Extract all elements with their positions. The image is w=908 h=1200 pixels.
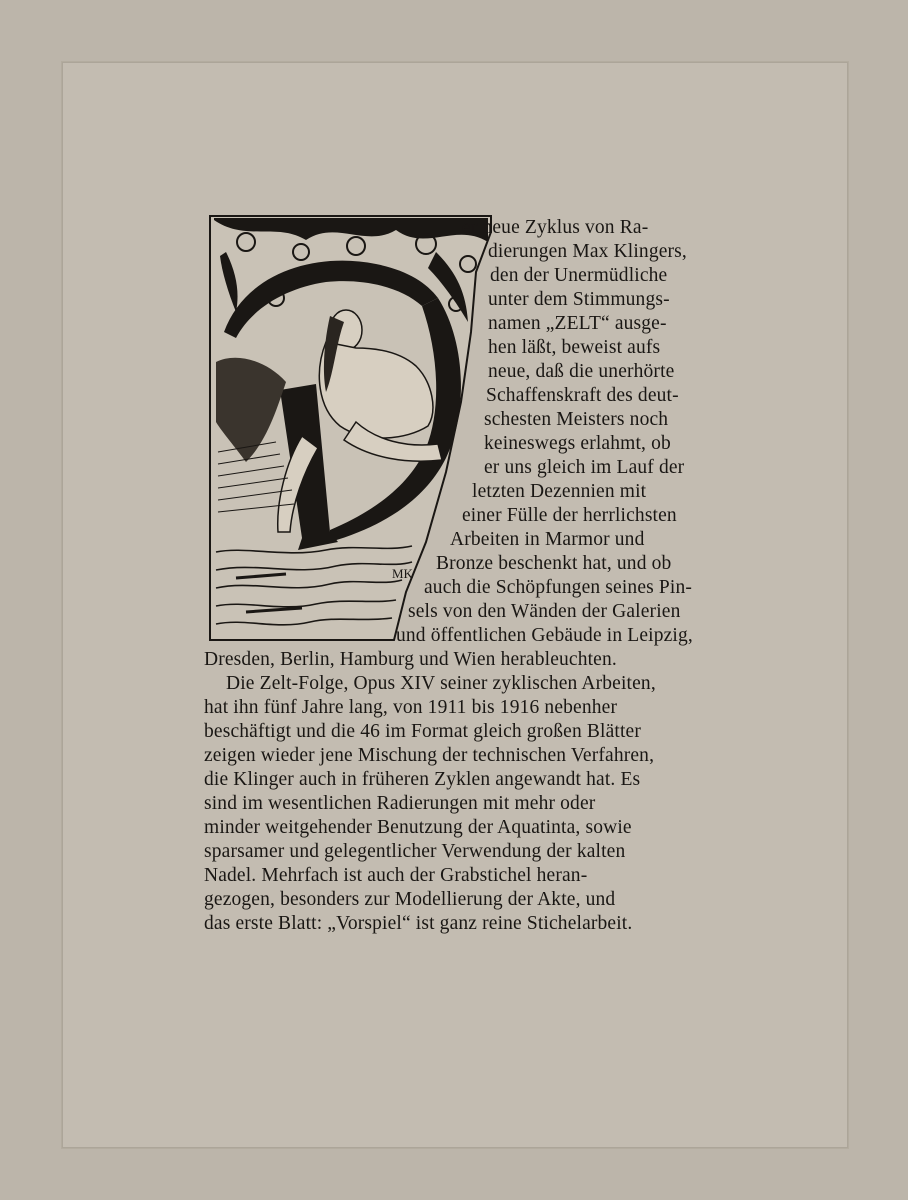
text-line: neue, daß die unerhörte [488, 361, 675, 382]
text-line: hat ihn fünf Jahre lang, von 1911 bis 1916 nebenher [204, 697, 618, 718]
text-line: er uns gleich im Lauf der [484, 457, 685, 478]
text-line: das erste Blatt: „Vorspiel“ ist ganz reine Stichelarbeit. [204, 913, 633, 934]
text-line: gezogen, besonders zur Modellierung der Akte, und [204, 889, 616, 910]
artist-monogram: MK [392, 566, 413, 581]
text-line: letzten Dezennien mit [472, 481, 647, 502]
text-line: sind im wesentlichen Radierungen mit mehr oder [204, 793, 596, 814]
text-line: Die Zelt-Folge, Opus XIV seiner zyklischen Arbeiten, [226, 673, 656, 694]
text-line: Bronze beschenkt hat, und ob [436, 553, 672, 574]
text-line: er neue Zyklus von Ra- [462, 217, 649, 238]
text-line: die Klinger auch in früheren Zyklen angewandt hat. Es [204, 769, 641, 790]
text-line: sparsamer und gelegentlicher Verwendung der kalten [204, 841, 626, 862]
text-line: keineswegs erlahmt, ob [484, 433, 671, 454]
text-line: Nadel. Mehrfach ist auch der Grabstichel heran- [204, 865, 588, 886]
text-line: dierungen Max Klingers, [488, 241, 687, 262]
text-line: auch die Schöpfungen seines Pin- [424, 577, 692, 598]
text-line: sels von den Wänden der Galerien [408, 601, 681, 622]
text-line: den der Unermüdliche [490, 265, 668, 286]
text-line: minder weitgehender Benutzung der Aquatinta, sowie [204, 817, 632, 838]
text-line: beschäftigt und die 46 im Format gleich großen Blätter [204, 721, 641, 742]
text-line: und öffentlichen Gebäude in Leipzig, [396, 625, 693, 646]
text-line: Arbeiten in Marmor und [450, 529, 645, 550]
text-line: namen „ZELT“ ausge- [488, 313, 667, 334]
text-line: schesten Meisters noch [484, 409, 669, 430]
text-line: Schaffenskraft des deut- [486, 385, 679, 406]
text-line: Dresden, Berlin, Hamburg und Wien herableuchten. [204, 649, 617, 670]
text-line: hen läßt, beweist aufs [488, 337, 661, 358]
text-line: zeigen wieder jene Mischung der technischen Verfahren, [204, 745, 655, 766]
text-line: unter dem Stimmungs- [488, 289, 670, 310]
text-line: einer Fülle der herrlichsten [462, 505, 677, 526]
